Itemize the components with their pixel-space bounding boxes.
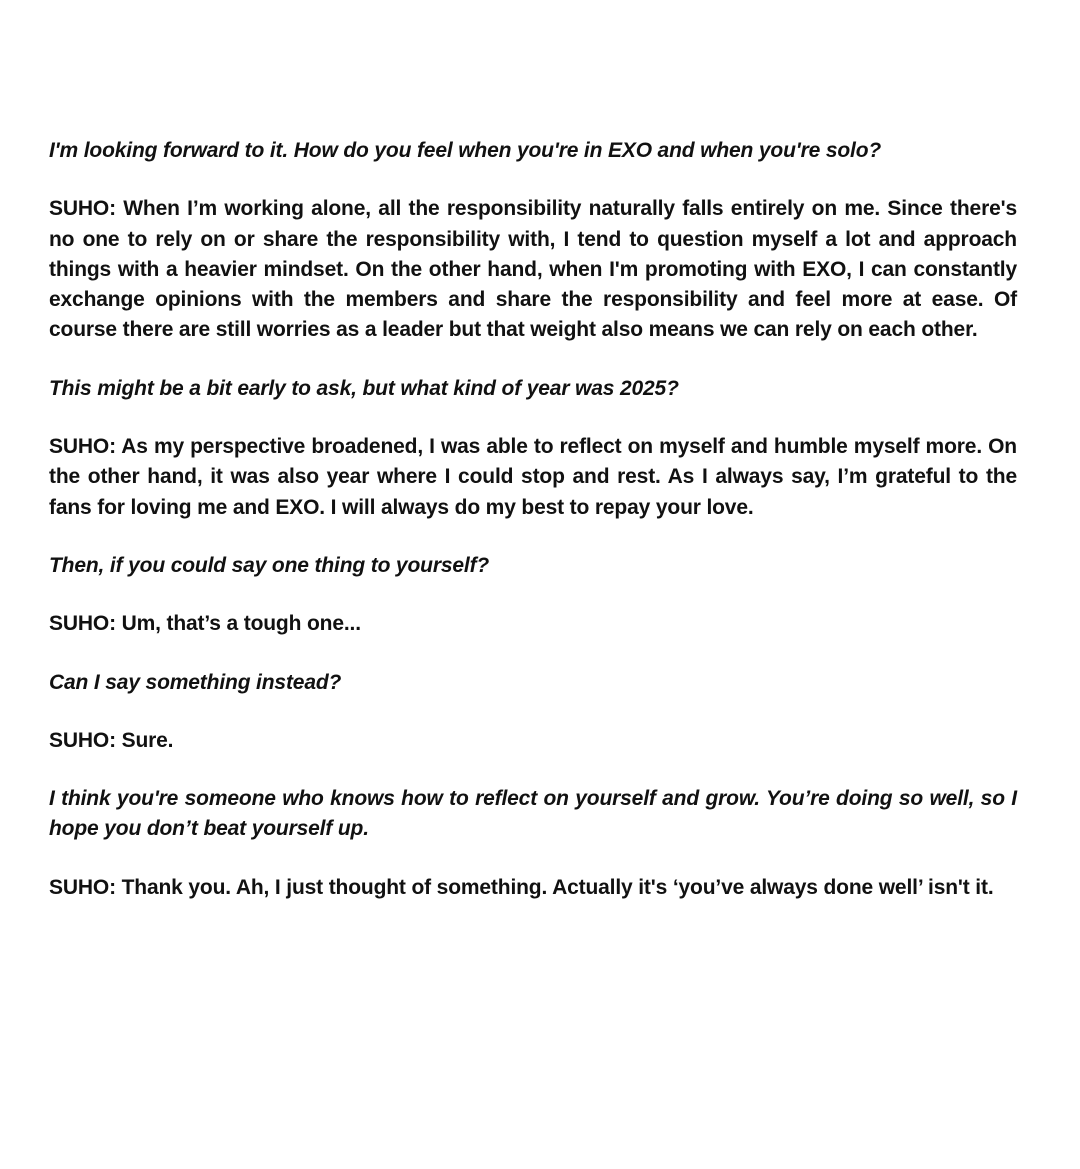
answer-paragraph: SUHO: Thank you. Ah, I just thought of something. Actually it's ‘you’ve always done well’ isn't it. [49, 875, 994, 899]
question-paragraph: Can I say something instead? [49, 670, 342, 694]
question-paragraph: I'm looking forward to it. How do you feel when you're in EXO and when you're solo? [49, 139, 882, 162]
question-paragraph: Then, if you could say one thing to yourself? [49, 553, 490, 577]
question-paragraph: This might be a bit early to ask, but what kind of year was 2025? [49, 376, 679, 400]
answer-paragraph: SUHO: When I’m working alone, all the responsibility naturally falls entirely on me. Since there's no one to rely on or share the responsibility with, I tend to question myself a lot and approach things with a heavier mindset. On the other hand, when I'm promoting with EXO, I can constantly exchange opinions with the members and share the responsibility and feel more at ease. Of course there are still worries as a leader but that weight also means we can rely on each other. [49, 197, 1017, 342]
question-paragraph: I think you're someone who knows how to reflect on yourself and grow. You’re doing so well, so I hope you don’t beat yourself up. [49, 787, 1017, 841]
answer-paragraph: SUHO: Sure. [49, 728, 174, 752]
answer-paragraph: SUHO: As my perspective broadened, I was able to reflect on myself and humble myself more. On the other hand, it was also year where I could stop and rest. As I always say, I’m grateful to the fans for loving me and EXO. I will always do my best to repay your love. [49, 435, 1017, 519]
answer-paragraph: SUHO: Um, that’s a tough one... [49, 612, 361, 636]
interview-transcript [49, 136, 1017, 931]
